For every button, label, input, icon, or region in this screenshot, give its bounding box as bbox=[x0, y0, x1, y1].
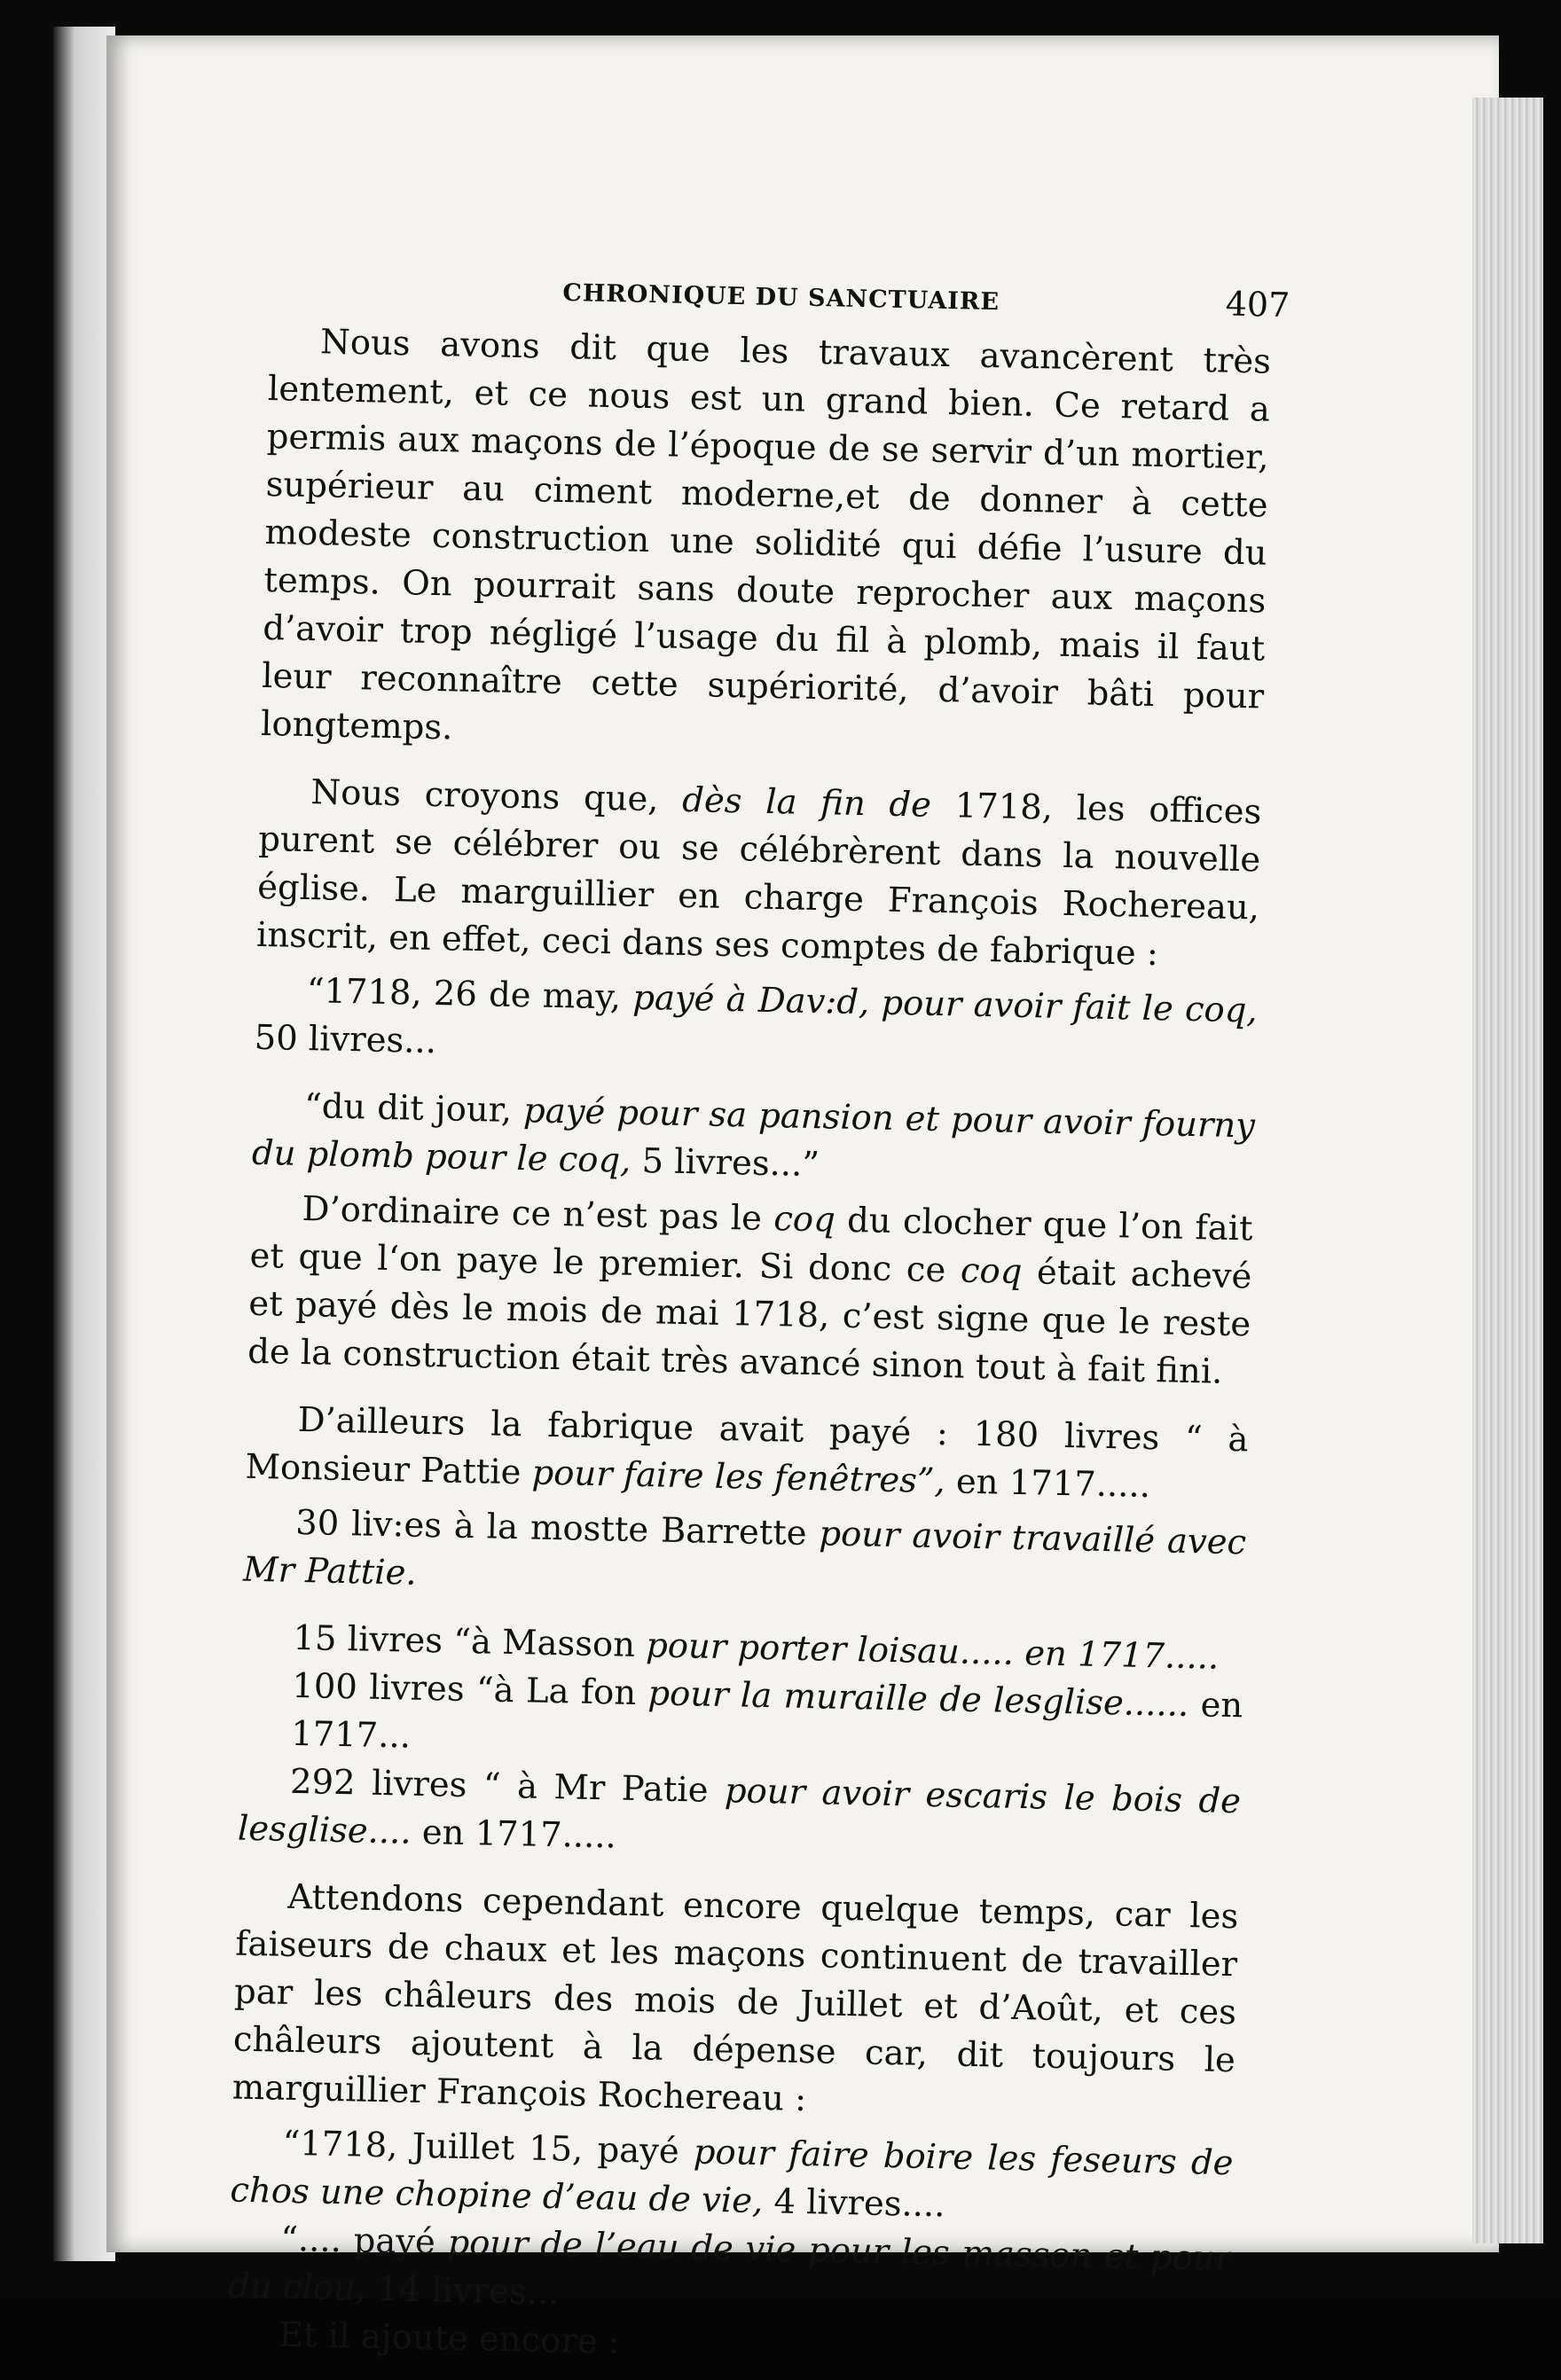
text-segment: du clocher que l’on fait et que l‘on paye le premier. Si donc ce bbox=[249, 1200, 1253, 1291]
entry-patie bbox=[237, 1758, 1241, 1875]
italic-segment: pour la muraille de lesglise...... bbox=[647, 1673, 1189, 1726]
italic-segment: coq bbox=[773, 1199, 836, 1241]
paragraph-fabrique bbox=[245, 1396, 1249, 1513]
italic-segment: pour faire boire les feseurs de chos une chopine d’eau de vie, bbox=[230, 2132, 1234, 2222]
text-segment: 1718, les offices purent se célébrer ou se célébrèrent dans la nouvelle église. Le marguillier en charge François Rochereau, inscrit, en effet, ceci dans ses comptes de fabrique : bbox=[255, 785, 1262, 975]
italic-segment: pour faire les fenêtres”, bbox=[531, 1452, 946, 1502]
text-segment: D’ailleurs la fabrique avait payé : 180 livres “ à Monsieur Pattie bbox=[245, 1399, 1249, 1493]
italic-segment: pour avoir travaillé avec Mr Pattie. bbox=[242, 1514, 1247, 1593]
paragraph-ordinaire bbox=[247, 1185, 1253, 1397]
text-segment: 4 livres.... bbox=[762, 2181, 945, 2226]
italic-segment: payé à Dav:d, pour avoir fait le coq, bbox=[631, 977, 1259, 1031]
paragraph-travaux bbox=[261, 317, 1272, 770]
page-number: 407 bbox=[1225, 284, 1290, 325]
text-segment: 292 livres “ à Mr Patie bbox=[289, 1761, 726, 1812]
text-segment: “.... payé bbox=[279, 2219, 449, 2263]
text-segment: en 1717... bbox=[290, 1685, 1243, 1757]
entry-barrette bbox=[243, 1499, 1247, 1616]
italic-segment: pour de l’eau de vie pour les masson et pour du clou, bbox=[227, 2222, 1232, 2309]
text-segment: 5 livres...” bbox=[630, 1140, 820, 1186]
text-segment: Attendons cependant encore quelque temps, car les faiseurs de chaux et les maçons continuent de travailler par les châleurs des mois de Juillet et d’Août, et ces châleurs ajoutent à la dépense car, dit toujours le marguillier François Rochereau : bbox=[231, 1876, 1239, 2120]
italic-segment: pour porter loisau..... en 1717..... bbox=[645, 1625, 1220, 1678]
running-head-title: CHRONIQUE DU SANCTUAIRE bbox=[562, 278, 1000, 317]
text-segment: était achevé et payé dès le mois de mai 1718, c’est signe que le reste de la construction était très avancé sinon tout à fait fini. bbox=[247, 1251, 1252, 1392]
quote-pansion bbox=[251, 1082, 1255, 1199]
text-segment: en 1717..... bbox=[945, 1461, 1151, 1507]
text-segment: 15 livres “à Masson bbox=[293, 1617, 647, 1666]
text-segment: 14 livres... bbox=[365, 2268, 560, 2313]
text-segment: Nous croyons que, bbox=[310, 772, 683, 820]
paragraph-attendons bbox=[231, 1873, 1238, 2133]
text-segment: D’ordinaire ce n’est pas le bbox=[302, 1188, 774, 1240]
text-segment: Nous avons dit que les travaux avancèrent très lentement, et ce nous est un grand bien. Ce retard a permis aux maçons de l’époque de se servir d’un mortier, supérieur au ciment moderne,et de donner à cette modeste construction une solidité qui défie l’usure du temps. On pourrait sans doute reprocher aux maçons d’avoir trop négligé l’usage du fil à plomb, mais il faut leur reconnaître cette supériorité, d’avoir bâti pour longtemps. bbox=[260, 322, 1272, 748]
italic-segment: dès la fin de bbox=[681, 779, 932, 826]
italic-segment: coq bbox=[960, 1250, 1023, 1292]
text-segment: “1718, Juillet 15, payé bbox=[282, 2123, 694, 2173]
text-segment: 100 livres “à La fon bbox=[291, 1665, 649, 1714]
text-segment: “du dit jour, bbox=[303, 1086, 524, 1131]
text-segment: “1718, 26 de may, bbox=[306, 971, 633, 1018]
text-segment: Et il ajoute encore : bbox=[278, 2314, 621, 2362]
italic-segment: payé pour sa pansion et pour avoir fourny du plomb pour le coq, bbox=[251, 1091, 1256, 1181]
text-segment: 30 liv:es à la mostte Barrette bbox=[294, 1502, 820, 1554]
quote-coq bbox=[254, 967, 1258, 1084]
paragraph-offices bbox=[256, 768, 1262, 981]
text-segment: 50 livres... bbox=[254, 1017, 437, 1062]
text-segment: en 1717..... bbox=[411, 1812, 617, 1857]
page-content bbox=[227, 264, 1290, 2379]
page-stack-edge bbox=[1472, 98, 1543, 2243]
italic-segment: pour avoir escaris le bois de lesglise.... bbox=[237, 1771, 1242, 1852]
